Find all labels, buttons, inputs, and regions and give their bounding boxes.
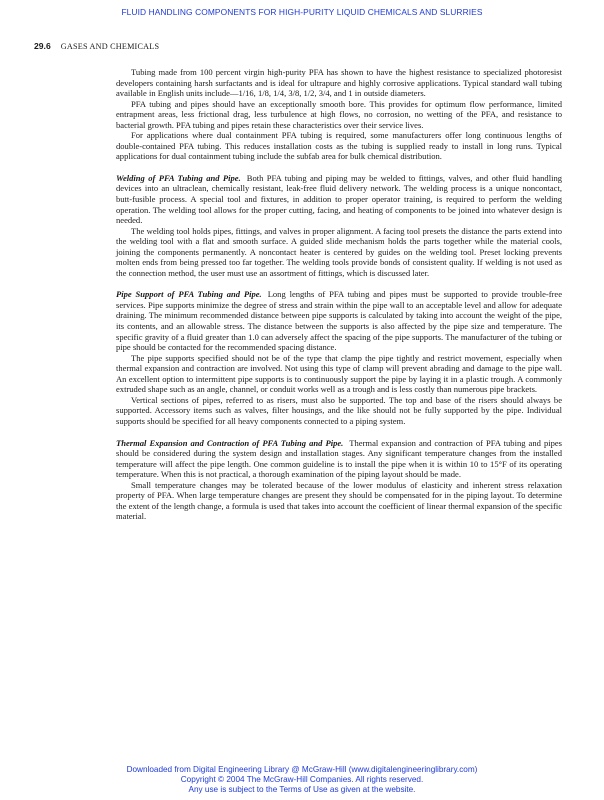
paragraph: Tubing made from 100 percent virgin high-purity PFA has shown to have the highest resistance to specialized photoresist developers containing harsh surfactants and is ideal for ultrapure and highly corrosive applications. Typical standard wall tubing available in English units include—1/16, 1/8, 1/4, 3/8, 1/2, 3/4, and 1 in outside diameters. bbox=[116, 67, 562, 99]
run-in-heading: Thermal Expansion and Contraction of PFA Tubing and Pipe. bbox=[116, 437, 344, 448]
paragraph: Vertical sections of pipes, referred to as risers, must also be supported. The top and base of the risers should always be supported. Accessory items such as valves, filter housings, and the like should not be fully supported by the pipe. Individual supports should be specified for all heavy components connected to a piping system. bbox=[116, 394, 562, 426]
paragraph: PFA tubing and pipes should have an exceptionally smooth bore. This provides for optimum flow performance, limited entrapment areas, less frictional drag, less turbulence at high flows, no corrosion, no wetting of the PFA, and resistance to bacterial growth. PFA tubing and pipes retain these characteristics over their service lives. bbox=[116, 98, 562, 130]
run-in-heading: Welding of PFA Tubing and Pipe. bbox=[116, 172, 241, 183]
paragraph-text: Long lengths of PFA tubing and pipes must be supported to provide trouble-free services. Pipe supports minimize the degree of stress and strain within the pipe wall to an acceptable level and allow for adequate draining. The minimum recommended distance between pipe supports is calculated by taking into account the weight of the pipe, its contents, and an allowable stress. The distance between the supports is also affected by the pipe size and temperature. The specific gravity of a fluid greater than 1.0 can adversely affect the spacing of the pipe supports. The manufacturer of the tubing or pipe should be contacted for the recommended spacing distance. bbox=[116, 289, 562, 353]
page-number: 29.6 bbox=[34, 41, 51, 51]
footer-terms-link[interactable]: Any use is subject to the Terms of Use as given at the website. bbox=[188, 785, 416, 794]
section-title: GASES AND CHEMICALS bbox=[60, 42, 160, 51]
paragraph-text: Thermal expansion and contraction of PFA tubing and pipes should be considered during the system design and installation stages. Any significant temperature changes from the installed temperature will affect the pipe length. One common guideline is to install the pipe when it is within 10 to 15°F of its operating temperature. When this is not practical, a thorough examination of the piping layout should be made. bbox=[116, 437, 562, 480]
download-footer bbox=[0, 765, 604, 795]
welding-section bbox=[116, 173, 562, 226]
paragraph: For applications where dual containment PFA tubing is required, some manufacturers offer long continuous lengths of double-contained PFA tubing. This reduces installation costs as the tubing is supplied ready to install in long runs. Typical applications for dual containment tubing include the subfab area for bulk chemical distribution. bbox=[116, 130, 562, 162]
chapter-banner: FLUID HANDLING COMPONENTS FOR HIGH-PURITY LIQUID CHEMICALS AND SLURRIES bbox=[121, 7, 483, 17]
paragraph-text: Both PFA tubing and piping may be welded to fittings, valves, and other fluid handling devices into an ultraclean, chemically resistant, leak-free fluid delivery network. The welding process is a unique noncontact, butt-fusible process. A special tool and fixtures, in addition to proper operator training, is required to perform the welding operation. The welding tool allows for the proper cutting, facing, and heating of components to be joined into whatever design is needed. bbox=[116, 172, 562, 226]
paragraph: The pipe supports specified should not be of the type that clamp the pipe tightly and restrict movement, especially when thermal expansion and contraction are involved. Not using this type of clamp will prevent abrading and damage to the pipe wall. An excellent option to intermittent pipe supports is to continuously support the pipe by laying it in a plastic trough. A commonly extruded shape such as an angle, channel, or conduit works well as a trough and is less costly than numerous pipe brackets. bbox=[116, 352, 562, 395]
thermal-expansion-section bbox=[116, 438, 562, 480]
paragraph: Small temperature changes may be tolerated because of the lower modulus of elasticity and inherent stress relaxation property of PFA. When large temperature changes are present they should be compensated for in the piping layout. To determine the extent of the length change, a formula is used that takes into account the coefficient of linear thermal expansion of the specific material. bbox=[116, 479, 562, 522]
run-in-heading: Pipe Support of PFA Tubing and Pipe. bbox=[116, 289, 262, 300]
running-head bbox=[34, 41, 159, 51]
footer-download-link[interactable]: Downloaded from Digital Engineering Library @ McGraw-Hill (www.digitalengineeringlibrary.com) bbox=[126, 765, 478, 774]
pipe-support-section bbox=[116, 289, 562, 352]
body-text bbox=[116, 67, 562, 522]
paragraph: The welding tool holds pipes, fittings, and valves in proper alignment. A facing tool presets the distance the parts extend into the welding tool with a flat and smooth surface. A guided slide mechanism holds the parts together while the material cools, joining the components permanently. A noncontact heater is centered by guides on the welding tool. Preset locking prevents molten ends from being pressed too far together. The welding tools provide bonds of consistent quality. If welding is not used as the connection method, the user must use an assortment of fittings, which is discussed later. bbox=[116, 225, 562, 278]
footer-copyright: Copyright © 2004 The McGraw-Hill Companies. All rights reserved. bbox=[180, 775, 424, 784]
